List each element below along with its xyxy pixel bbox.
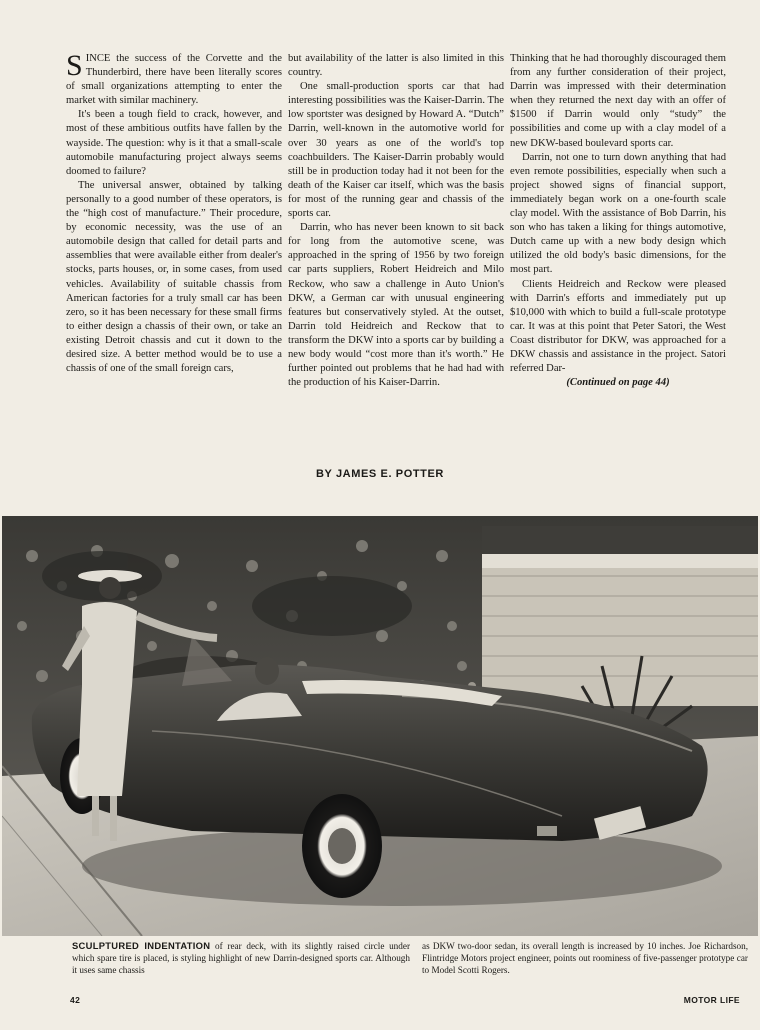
article-column-1 <box>66 52 282 432</box>
article-paragraph: Thinking that he had thoroughly discouraged them from any further consideration of their project, Darrin was impressed with their determination when they returned the next day with an offer of $1500 if Darrin would only “study” the possibilities and come up with a clay model of a new DKW-based boulevard sports car. <box>510 53 726 149</box>
article-paragraph: Darrin, who has never been known to sit back for long from the automotive scene, was approached in the spring of 1956 by two foreign car parts suppliers, Robert Heidreich and Milo Reckow, who saw a challenge in Auto Union's DKW, a German car with unusual engineering features but conservatively styled. At the outset, Darrin told Heidreich and Reckow that to transform the DKW into a sports car by building a new body would “cost more than it's worth.” He further pointed out problems that he had had with the production of his Kaiser-Darrin. <box>288 222 504 389</box>
continued-note: (Continued on page 44) <box>566 377 670 389</box>
article-paragraph: One small-production sports car that had interesting possibilities was the Kaiser-Darrin. The low sportster was designed by Howard A. “Dutch” Darrin, well-known in the automotive world for over 30 years as one of the world's top coachbuilders. The Kaiser-Darrin probably would still be in production today had it not been for the death of the Kaiser car itself, which was the basis for most of the running gear and chassis of the sports car. <box>288 81 504 220</box>
drop-cap: S <box>66 52 83 82</box>
caption-column-1: SCULPTURED INDENTATION of rear deck, with its slightly raised circle under which spare tire is placed, is styling highlight of new Darrin-designed sports car. Although it uses same chassis <box>72 940 411 975</box>
photo-caption <box>72 940 748 988</box>
magazine-name: MOTOR LIFE <box>683 995 740 1005</box>
article-paragraph: SINCE the success of the Corvette and the Thunderbird, there have been literally scores of small organizations attempting to enter the market with similar machinery. <box>66 52 282 107</box>
article-paragraph: but availability of the latter is also limited in this country. <box>288 53 504 79</box>
caption-column-2: as DKW two-door sedan, its overall length is increased by 10 inches. Joe Richardson, Flintridge Motors project engineer, points out roominess of five-passenger prototype car to Model Scotti Rogers. <box>422 941 748 975</box>
page-number: 42 <box>70 995 81 1005</box>
car-photograph <box>2 516 758 936</box>
article-body <box>66 52 726 432</box>
article-paragraph: Darrin, not one to turn down anything that had even remote possibilities, especially when such a project showed signs of financial support, immediately began work on a one-fourth scale clay model. With the assistance of Bob Darrin, his son who has taken a liking for things automotive, Dutch came up with a new body design which utilized the old body's basic dimensions, for the most part. <box>510 151 726 276</box>
caption-lead: SCULPTURED INDENTATION <box>72 940 211 951</box>
article-paragraph: It's been a tough field to crack, however, and most of these ambitious outfits have fallen by the wayside. The question: why is it that a small-scale automobile manufacturing project always seems doomed to failure? <box>66 109 282 177</box>
article-paragraph: Clients Heidreich and Reckow were pleased with Darrin's efforts and immediately put up $10,000 with which to build a full-scale prototype car. It was at this point that Peter Satori, the West Coast distributor for DKW, was approached for a DKW chassis and assistance in the project. Satori referred Dar- <box>510 278 726 375</box>
article-column-3 <box>510 52 726 432</box>
article-column-2 <box>288 52 504 432</box>
photo-illustration <box>2 516 758 936</box>
byline: BY JAMES E. POTTER <box>316 468 444 480</box>
article-paragraph: The universal answer, obtained by talking personally to a good number of these operators, is the “high cost of manufacture.” Their procedure, by economic necessity, was the use of an automobile design that called for detail parts and assemblies that were available either from dealer's stocks, parts houses, or, in some cases, from used vehicles. Availability of suitable chassis from American factories for a truly small car has been zero, so it has been necessary for these small firms to either design a chassis of their own, or take an existing Detroit chassis and cut it down to the desired size. A better method would be to use a chassis of one of the small foreign cars, <box>66 179 282 375</box>
